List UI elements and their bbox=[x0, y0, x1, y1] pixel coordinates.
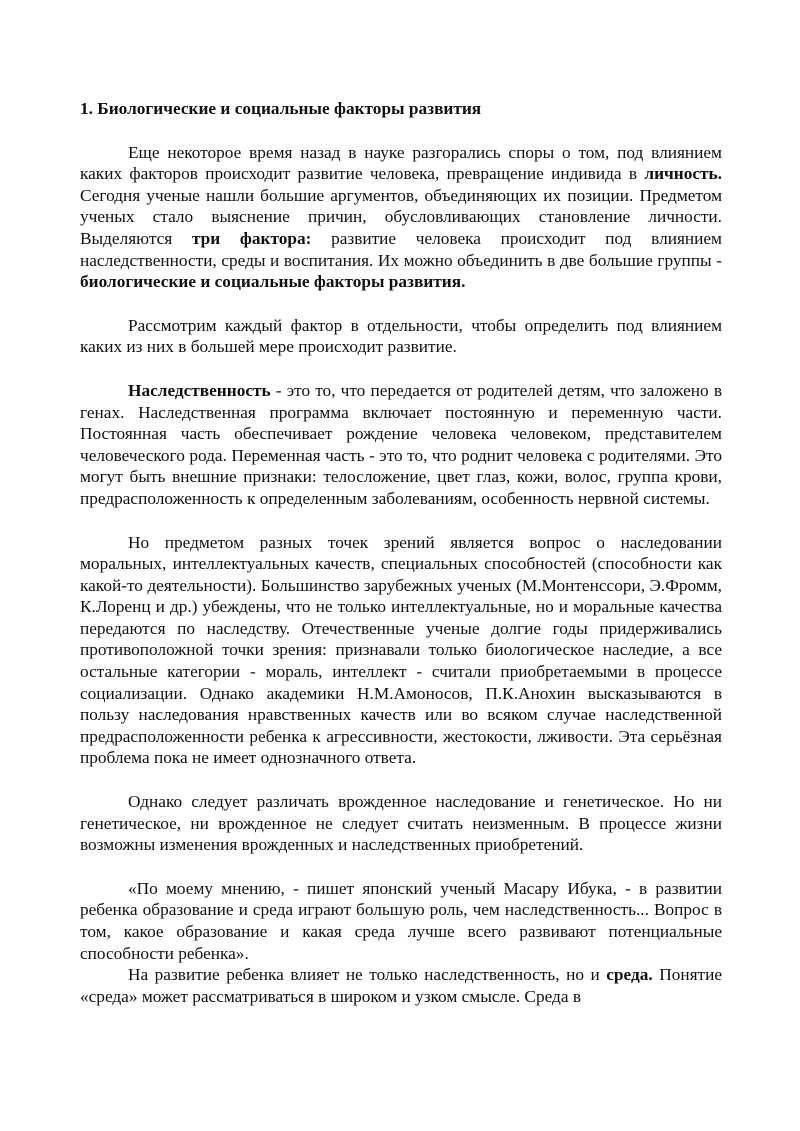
paragraph-intro bbox=[80, 142, 722, 293]
document-page bbox=[80, 98, 722, 1007]
paragraph-text: Сегодня ученые нашли большие аргументов, объединяющих их позиции. Предметом ученых стало выяснение причин, обусловливающих становление личности. Выделяются bbox=[80, 185, 722, 248]
section-heading: 1. Биологические и социальные факторы развития bbox=[80, 99, 482, 118]
bold-term-environment: среда. bbox=[606, 965, 653, 985]
paragraph-text: Еще некоторое время назад в науке разгорались споры о том, под влиянием каких факторов происходит развитие человека, превращение индивида в bbox=[80, 142, 722, 184]
bold-term-factor-groups: биологические и социальные факторы развития. bbox=[80, 272, 466, 292]
paragraph-consider-factors: Рассмотрим каждый фактор в отдельности, чтобы определить под влиянием каких из них в большей мере происходит развитие. bbox=[80, 315, 722, 357]
paragraph-environment bbox=[80, 964, 722, 1007]
bold-term-three-factors: три фактора: bbox=[191, 228, 312, 248]
paragraph-text: На развитие ребенка влияет не только наследственность, но и bbox=[128, 965, 607, 985]
bold-term-heredity: Наследственность bbox=[128, 380, 271, 400]
paragraph-text: развитие человека происходит под влиянием наследственности, среды и воспитания. Их можно объединить в две большие группы - bbox=[80, 228, 722, 270]
paragraph-moral-inheritance: Но предметом разных точек зрений является вопрос о наследовании моральных, интеллектуальных качеств, специальных способностей (способности как какой-то деятельности). Большинство зарубежных ученых (М.Монтенссори, Э.Фромм, К.Лоренц и др.) убеждены, что не только интеллектуальные, но и моральные качества передаются по наследству. Отечественные ученые долгие годы придерживались противоположной точки зрения: признавали только биологическое наследие, а все остальные категории - мораль, интеллект - считали приобретаемыми в процессе социализации. Однако академики Н.М.Амоносов, П.К.Анохин высказываются в пользу наследования нравственных качеств или во всяком случае наследственной предрасположенности ребенка к агрессивности, жестокости, лживости. Эта серьёзная проблема пока не имеет однозначного ответа. bbox=[80, 532, 722, 768]
bold-term-personality: личность. bbox=[644, 164, 722, 184]
paragraph-text: Понятие «среда» может рассматриваться в широком и узком смысле. Среда в bbox=[80, 965, 723, 1006]
paragraph-text: - это то, что передается от родителей детям, что заложено в генах. Наследственная программа включает постоянную и переменную части. Постоянная часть обеспечивает рождение человека человеком, представителем человеческого рода. Переменная часть - это то, что роднит человека с родителями. Это могут быть внешние признаки: телосложение, цвет глаз, кожи, волос, группа крови, предрасположенность к определенным заболеваниям, особенность нервной системы. bbox=[80, 380, 722, 508]
paragraph-innate-vs-genetic: Однако следует различать врожденное наследование и генетическое. Но ни генетическое, ни врожденное не следует считать неизменным. В процессе жизни возможны изменения врожденных и наследственных приобретений. bbox=[80, 792, 722, 855]
paragraph-ibuka-quote: «По моему мнению, - пишет японский ученый Масару Ибука, - в развитии ребенка образование и среда играют большую роль, чем наследственность... Вопрос в том, какое образование и какая среда лучше всего развивают потенциальные способности ребенка». bbox=[80, 878, 722, 963]
paragraph-heredity bbox=[80, 380, 722, 510]
